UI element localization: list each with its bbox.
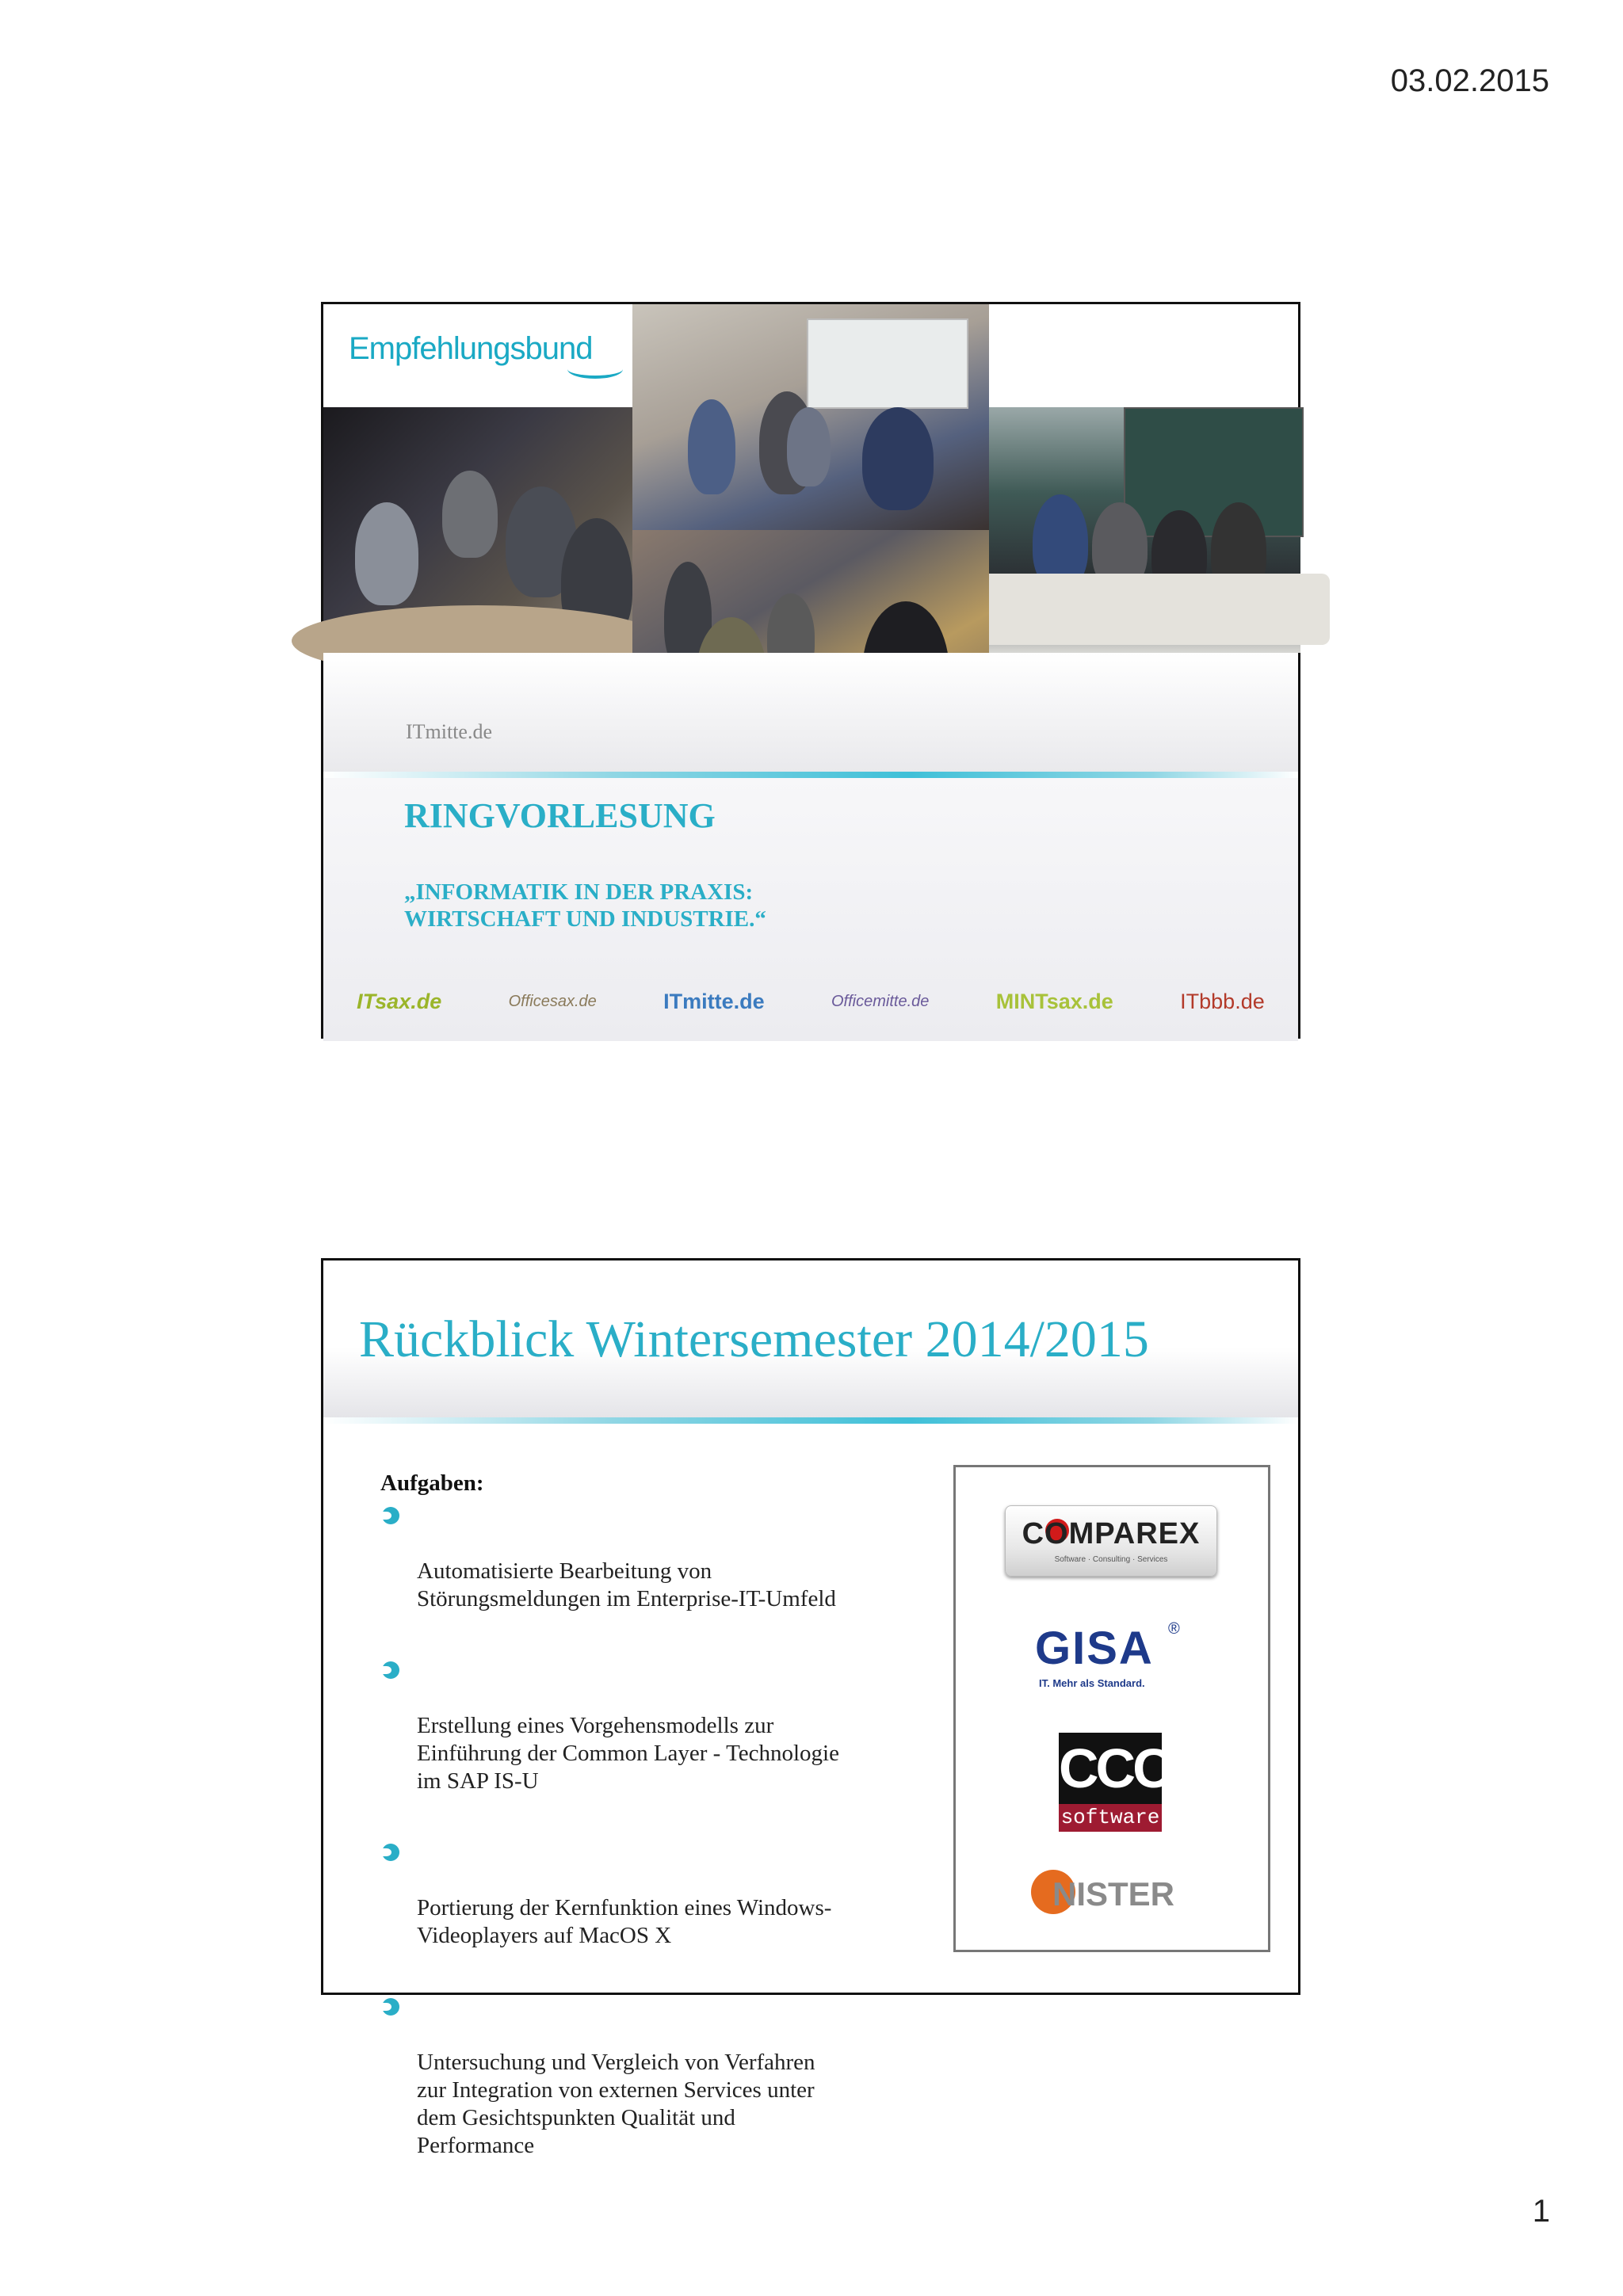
page-number: 1 (1532, 2194, 1550, 2229)
gisa-tagline: IT. Mehr als Standard. (1039, 1677, 1145, 1689)
gradient-band (323, 653, 1298, 772)
accent-divider (323, 1417, 1298, 1424)
list-item (380, 1502, 919, 1613)
bullet-icon (382, 1661, 399, 1679)
itmitte-watermark: ITmitte.de (406, 720, 493, 743)
company-logo-panel (953, 1465, 1270, 1952)
partner-logo-row (323, 986, 1298, 1017)
slide-title: RINGVORLESUNG (404, 796, 716, 835)
officesax-logo: Officesax.de (508, 992, 597, 1010)
slide-rueckblick (321, 1258, 1300, 2158)
group-photo-2 (632, 304, 989, 530)
comparex-logo: COMPAREX Software · Consulting · Services (1005, 1505, 1217, 1577)
bullet-icon (382, 1998, 399, 2016)
task-text: Portierung der Kernfunktion eines Windows- Videoplayers auf MacOS X (417, 1895, 832, 1948)
itmitte-logo: ITmitte.de (663, 989, 765, 1013)
group-photo-3 (989, 407, 1300, 653)
ccc-software-logo: CCC software (1059, 1733, 1162, 1832)
page-date: 03.02.2015 (1390, 63, 1549, 98)
slide-subtitle: „INFORMATIK IN DER PRAXIS: WIRTSCHAFT UND INDUSTRIE.“ (404, 879, 766, 932)
accent-divider (323, 772, 1298, 778)
slide-photo-area (323, 304, 1298, 772)
group-photo-1 (323, 407, 632, 645)
registered-icon: ® (1168, 1620, 1180, 1638)
list-item (380, 1657, 919, 1795)
logo-swoosh-icon (567, 360, 623, 379)
bullet-icon (382, 1844, 399, 1861)
slide-title: Rückblick Wintersemester 2014/2015 (359, 1310, 1149, 1368)
officemitte-logo: Officemitte.de (831, 992, 930, 1010)
itbbb-logo: ITbbb.de (1180, 989, 1265, 1013)
empfehlungsbund-logo: Empfehlungsbund (349, 331, 593, 366)
list-item (380, 1839, 919, 1950)
task-text: Automatisierte Bearbeitung von Störungsmeldungen im Enterprise-IT-Umfeld (417, 1558, 836, 1611)
task-text: Untersuchung und Vergleich von Verfahren zur Integration von externen Services unter dem Gesichtspunkten Qualität und Performance (417, 2050, 815, 2158)
slide-ringvorlesung (321, 302, 1300, 1039)
itsax-logo: ITsax.de (357, 989, 442, 1013)
mintsax-logo: MINTsax.de (995, 989, 1113, 1013)
gisa-logo: GISA (1035, 1623, 1154, 1674)
unister-logo: NISTER (1052, 1875, 1175, 1913)
bullet-icon (382, 1507, 399, 1524)
task-text: Erstellung eines Vorgehensmodells zur Einführung der Common Layer - Technologie im SAP IS-U (417, 1713, 839, 1794)
tasks-heading: Aufgaben: (380, 1470, 484, 1496)
task-list (380, 1502, 919, 2203)
list-item (380, 1993, 919, 2160)
